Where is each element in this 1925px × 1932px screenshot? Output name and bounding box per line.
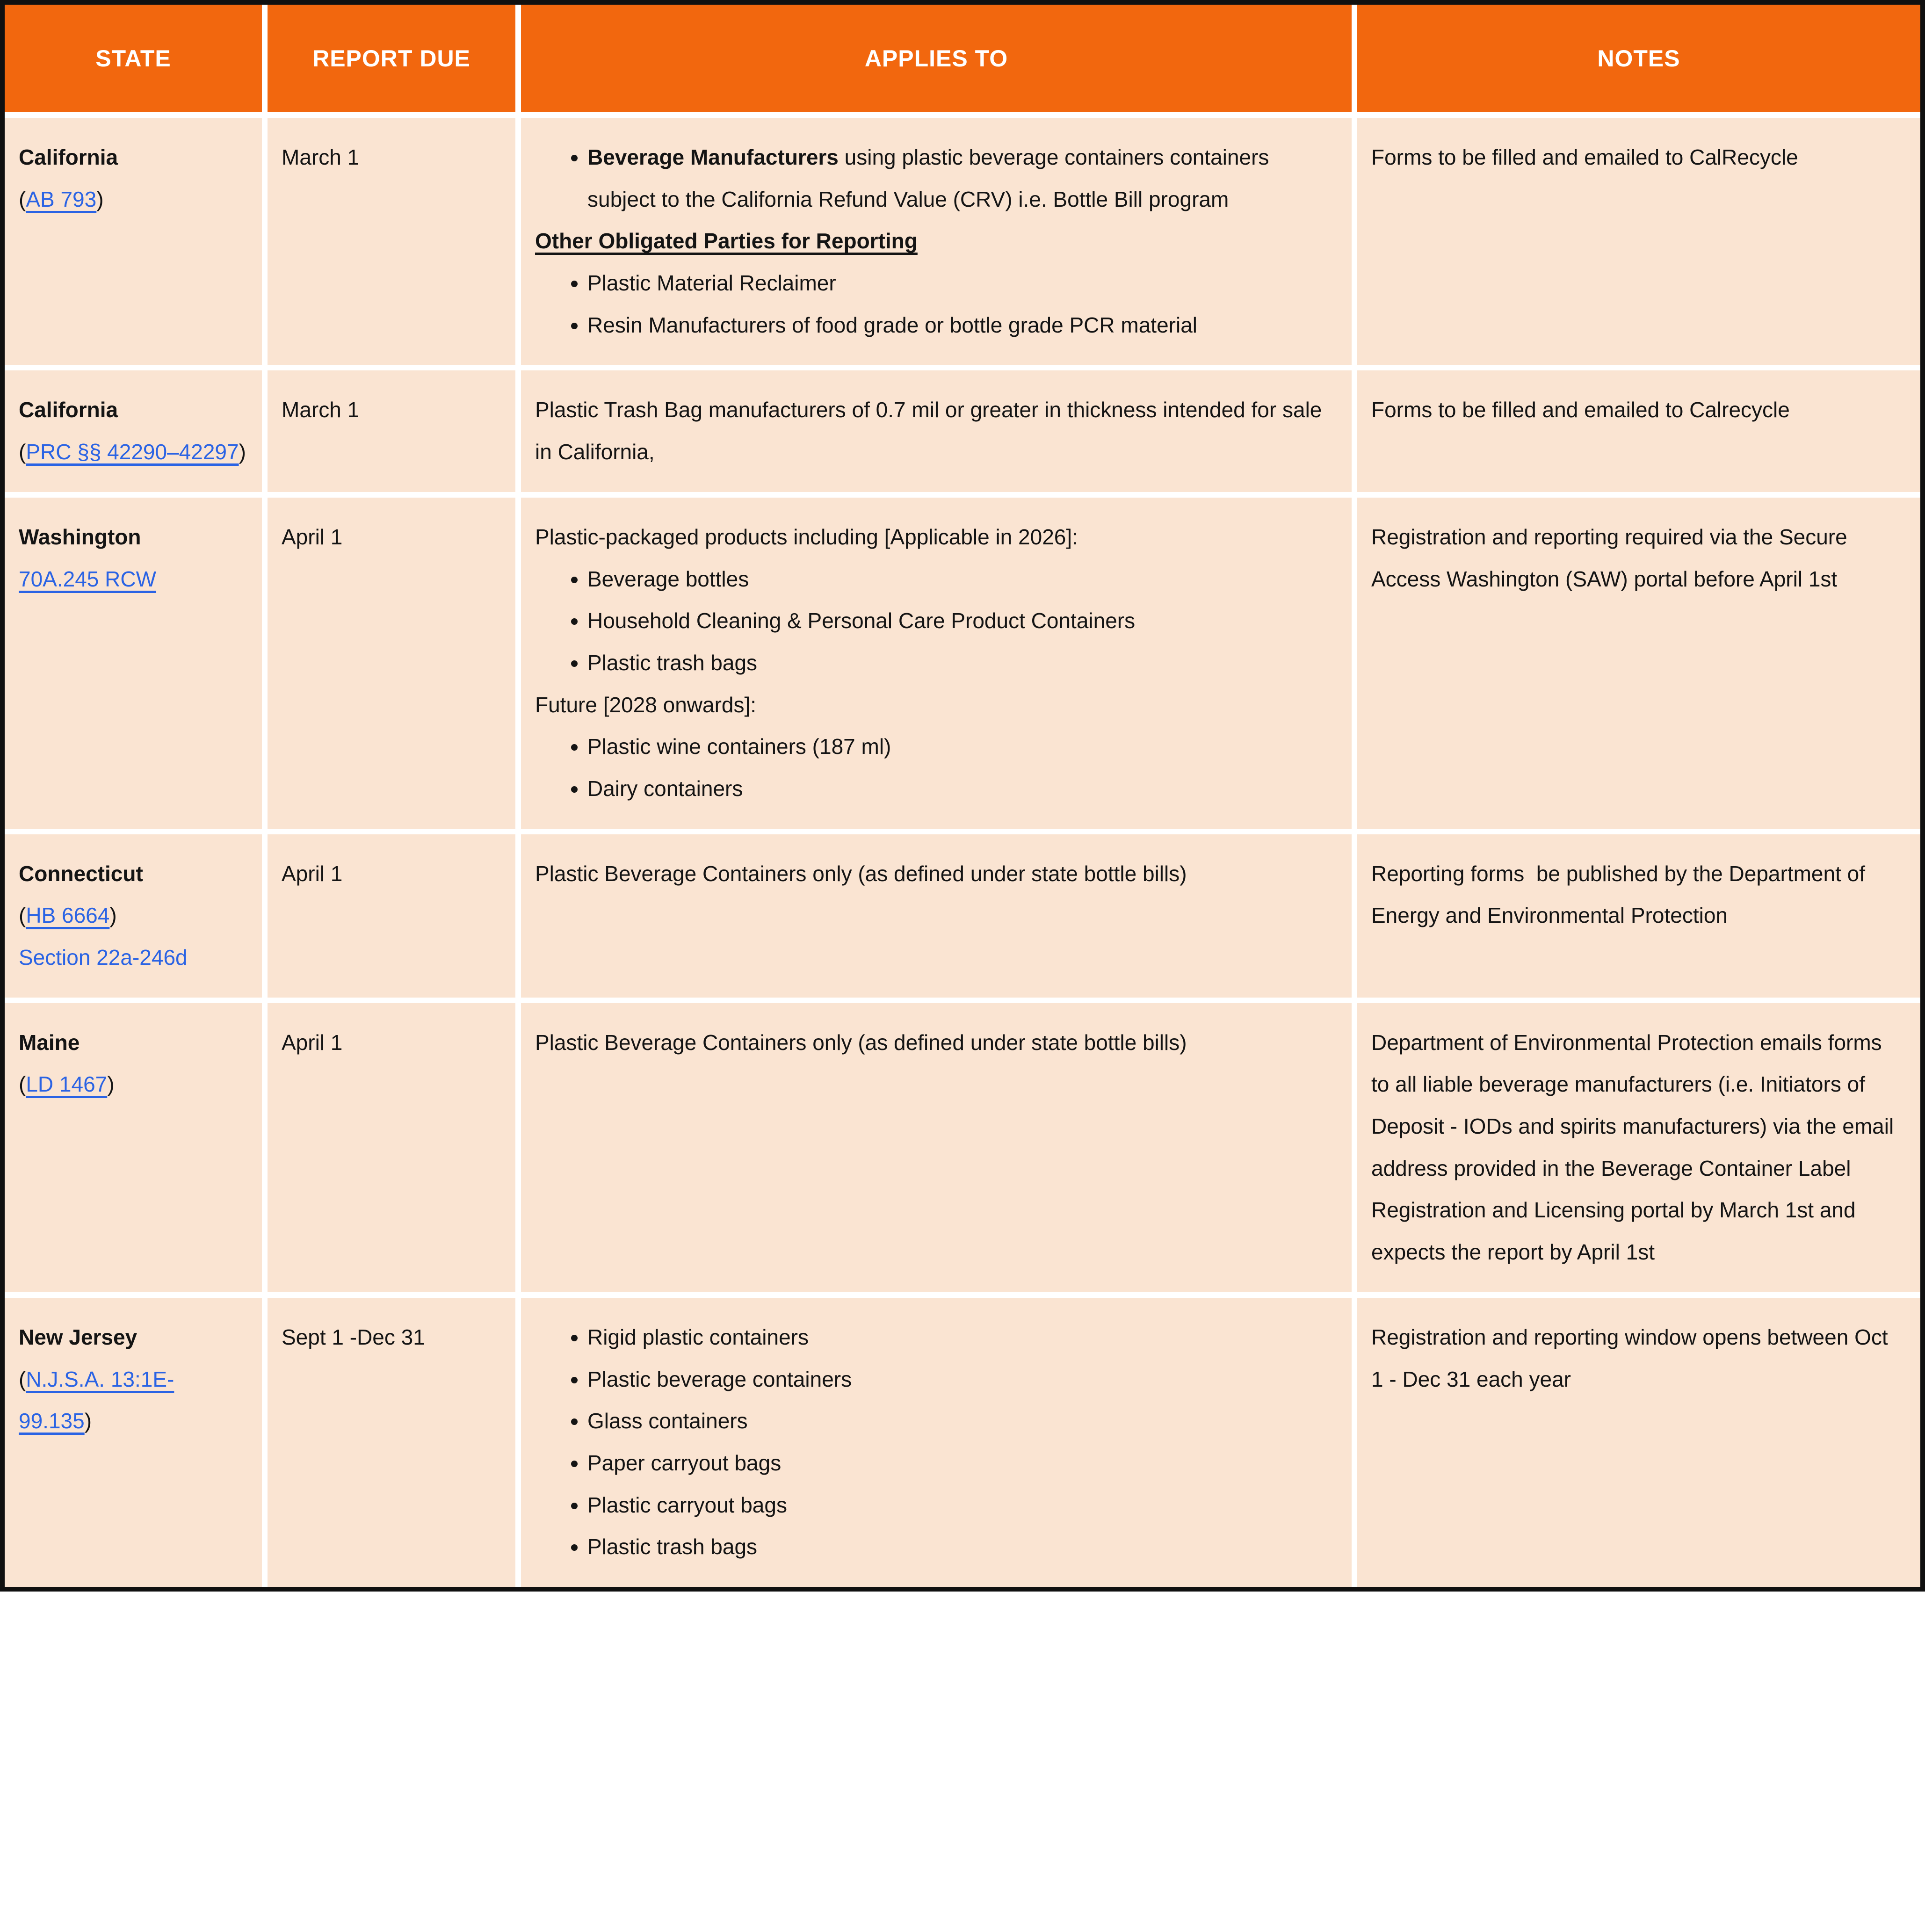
applies-to-bullet: • Household Cleaning & Personal Care Product Containers — [587, 600, 1336, 642]
report-due-text: April 1 — [282, 524, 343, 549]
applies-to-cell — [521, 1298, 1352, 1587]
state-statute: (LD 1467) — [19, 1072, 115, 1097]
state-cell — [5, 370, 262, 492]
report-due-cell — [268, 1003, 515, 1292]
notes-text: Registration and reporting window opens between Oct 1 - Dec 31 each year — [1371, 1324, 1894, 1391]
applies-to-bullet: • Beverage bottles — [587, 558, 1336, 601]
applies-to-bullet: • Plastic Material Reclaimer — [587, 262, 1336, 304]
state-cell — [5, 1003, 262, 1292]
column-header-report-due: REPORT DUE — [268, 5, 515, 112]
ab-793-link[interactable]: AB 793 — [26, 187, 97, 211]
applies-to-bullet: • Dairy containers — [587, 768, 1336, 810]
state-cell — [5, 118, 262, 365]
column-header-applies-to: APPLIES TO — [521, 5, 1352, 112]
report-due-text: Sept 1 -Dec 31 — [282, 1324, 425, 1349]
report-due-text: March 1 — [282, 398, 360, 422]
applies-to-bullet: • Plastic trash bags — [587, 642, 1336, 684]
state-statute: (AB 793) — [19, 187, 104, 211]
notes-cell — [1357, 370, 1920, 492]
future-intro-text: Future [2028 onwards]: — [535, 692, 757, 717]
notes-text: Forms to be filled and emailed to CalRecycle — [1371, 145, 1798, 169]
report-due-cell — [268, 1298, 515, 1587]
applies-to-intro: Plastic-packaged products including [Applicable in 2026]: — [535, 524, 1078, 549]
state-name: New Jersey — [19, 1324, 138, 1349]
report-due-text: March 1 — [282, 145, 360, 169]
state-statute: (HB 6664) — [19, 903, 117, 928]
notes-cell — [1357, 118, 1920, 365]
notes-cell — [1357, 498, 1920, 829]
notes-cell — [1357, 834, 1920, 998]
state-cell — [5, 498, 262, 829]
applies-to-cell — [521, 834, 1352, 998]
applies-to-cell — [521, 498, 1352, 829]
ld-1467-link[interactable]: LD 1467 — [26, 1072, 108, 1097]
applies-to-text: Plastic Beverage Containers only (as defined under state bottle bills) — [535, 861, 1187, 886]
prc-42290-42297-link[interactable]: PRC §§ 42290–42297 — [26, 440, 239, 464]
bullet-rest-text: using plastic beverage containers containers subject to the California Refund Value (CRV) i.e. Bottle Bill program — [587, 145, 1275, 211]
column-header-state: STATE — [5, 5, 262, 112]
section-22a-246d-link[interactable]: Section 22a-246d — [19, 945, 188, 970]
applies-to-bullet: • Resin Manufacturers of food grade or bottle grade PCR material — [587, 304, 1336, 347]
70a-245-rcw-link[interactable]: 70A.245 RCW — [19, 566, 157, 591]
report-due-text: April 1 — [282, 1030, 343, 1055]
bullet-bold-lead: Beverage Manufacturers — [587, 145, 839, 169]
applies-to-cell — [521, 118, 1352, 365]
report-due-cell — [268, 498, 515, 829]
state-statute-section — [19, 937, 246, 979]
applies-to-bullet: • Plastic trash bags — [587, 1526, 1336, 1568]
state-name: Maine — [19, 1030, 80, 1055]
report-due-cell — [268, 370, 515, 492]
notes-text: Reporting forms be published by the Department of Energy and Environmental Protection — [1371, 861, 1871, 928]
state-cell — [5, 834, 262, 998]
state-statute — [19, 558, 246, 601]
state-statute: (PRC §§ 42290–42297) — [19, 440, 246, 464]
report-due-cell — [268, 118, 515, 365]
state-name: Washington — [19, 524, 141, 549]
applies-to-bullet: • Rigid plastic containers — [587, 1317, 1336, 1359]
applies-to-bullet: • Plastic beverage containers — [587, 1359, 1336, 1401]
applies-to-bullet — [587, 137, 1336, 220]
notes-text: Registration and reporting required via the Secure Access Washington (SAW) portal before April 1st — [1371, 524, 1852, 591]
report-due-cell — [268, 834, 515, 998]
state-name: California — [19, 145, 118, 169]
state-cell — [5, 1298, 262, 1587]
column-header-notes: NOTES — [1357, 5, 1920, 112]
applies-to-bullet: • Glass containers — [587, 1400, 1336, 1442]
notes-cell — [1357, 1298, 1920, 1587]
applies-to-cell — [521, 1003, 1352, 1292]
hb-6664-link[interactable]: HB 6664 — [26, 903, 110, 928]
state-statute: (N.J.S.A. 13:1E-99.135) — [19, 1367, 174, 1433]
state-name: Connecticut — [19, 861, 143, 886]
other-obligated-parties-heading: Other Obligated Parties for Reporting — [535, 229, 918, 253]
applies-to-bullet: • Paper carryout bags — [587, 1442, 1336, 1484]
applies-to-text: Plastic Trash Bag manufacturers of 0.7 mil or greater in thickness intended for sale in California, — [535, 398, 1328, 464]
notes-text: Department of Environmental Protection emails forms to all liable beverage manufacturers (i.e. Initiators of Deposit - IODs and spirits manufacturers) via the email address provided in the Beverage Container Label Registration and Licensing portal by March 1st and expects the report by April 1st — [1371, 1030, 1900, 1265]
applies-to-cell — [521, 370, 1352, 492]
notes-text: Forms to be filled and emailed to Calrecycle — [1371, 398, 1790, 422]
notes-cell — [1357, 1003, 1920, 1292]
applies-to-text: Plastic Beverage Containers only (as defined under state bottle bills) — [535, 1030, 1187, 1055]
njsa-13-1e-99-135-link[interactable]: N.J.S.A. 13:1E-99.135 — [19, 1367, 174, 1433]
state-name: California — [19, 398, 118, 422]
applies-to-bullet: • Plastic wine containers (187 ml) — [587, 726, 1336, 768]
report-due-text: April 1 — [282, 861, 343, 886]
applies-to-bullet: • Plastic carryout bags — [587, 1484, 1336, 1527]
